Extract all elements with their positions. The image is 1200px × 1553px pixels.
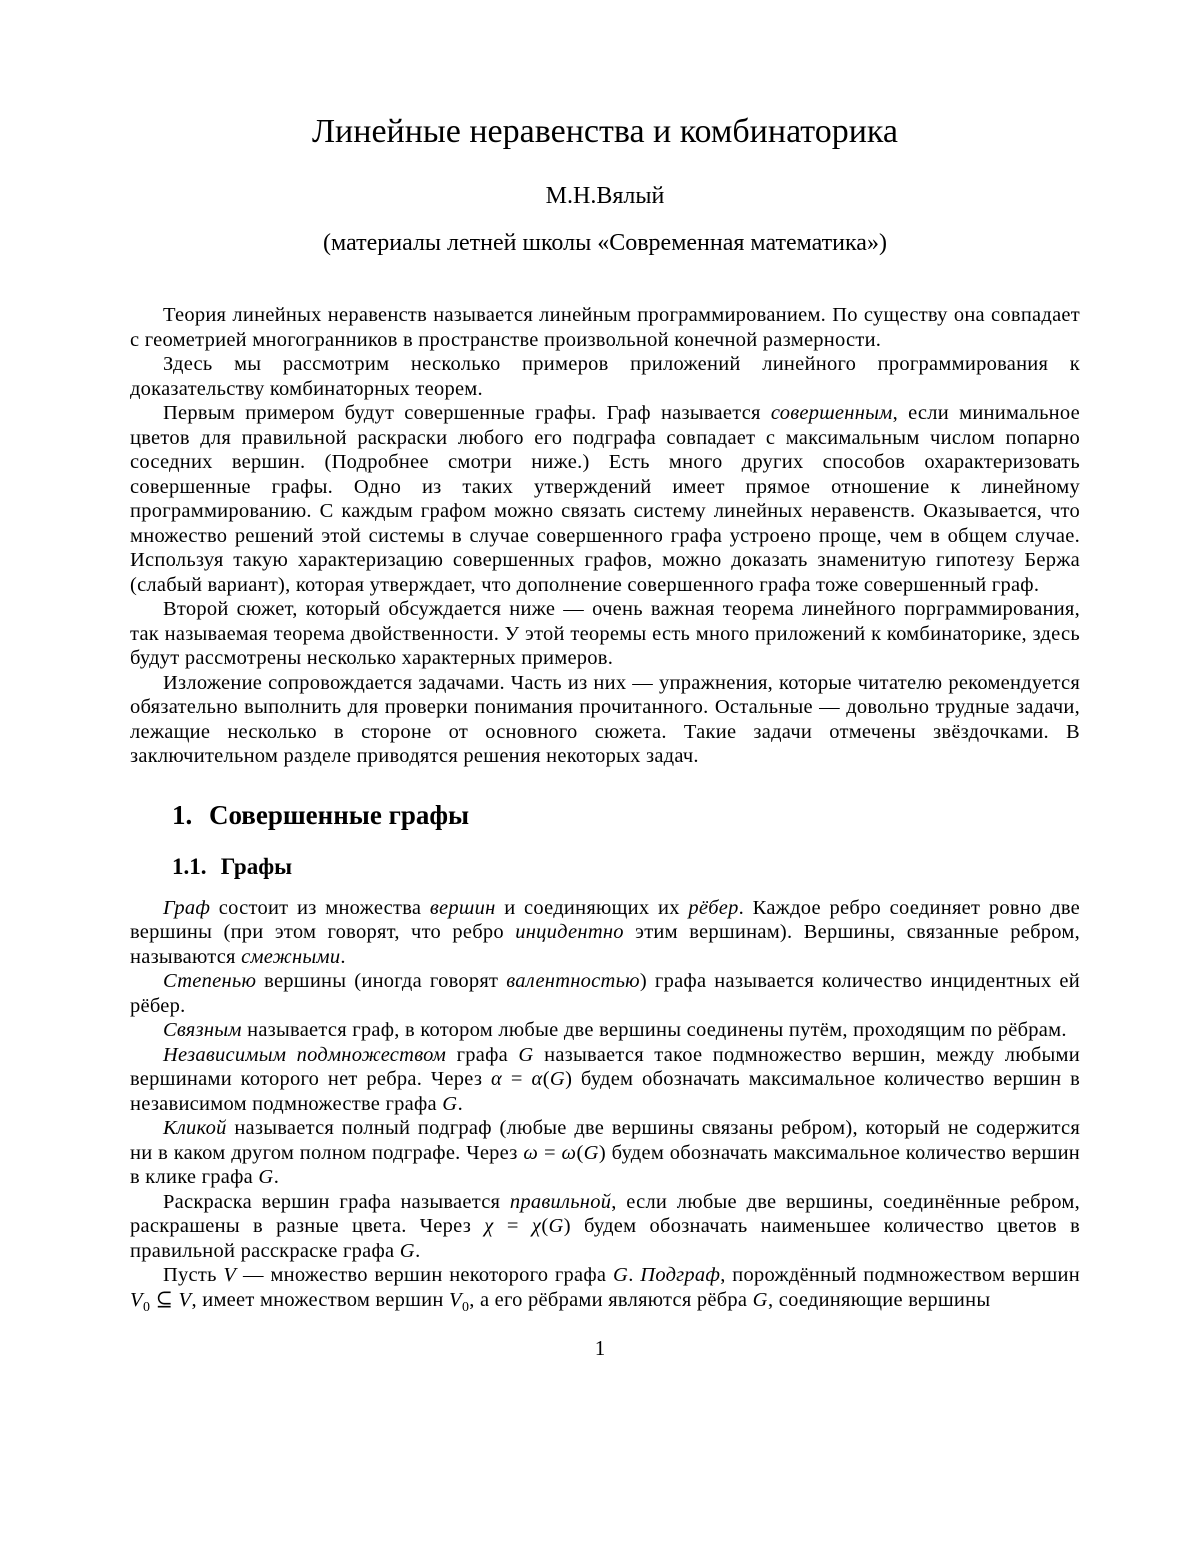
paragraph: Раскраска вершин графа называется правильной, если любые две вершины, соединённые ребром, раскрашены в разные цвета. Через χ = χ(G) будем обозначать наименьшее количество цветов в правильной расскраске графа G. [130,1190,1080,1262]
paragraph: Здесь мы рассмотрим несколько примеров приложений линейного программирования к доказательству комбинаторных теорем. [130,353,1080,400]
section-heading [172,801,1080,831]
paragraph: Кликой называется полный подграф (любые две вершины связаны ребром), который не содержится ни в каком другом полном подграфе. Через ω = ω(G) будем обозначать максимальное количество вершин в клике графа G. [130,1117,1081,1189]
paragraph: Независимым подмножеством графа G называется такое подмножество вершин, между любыми вершинами которого нет ребра. Через α = α(G) будем обозначать максимальное количество вершин в независимом подмножестве графа G. [130,1043,1081,1115]
intro-paragraphs [130,303,1080,769]
section-number: 1. [172,799,193,830]
paragraph: Степенью вершины (иногда говорят валентностью) графа называется количество инцидентных ей рёбер. [130,970,1080,1017]
paragraph: Изложение сопровождается задачами. Часть из них — упражнения, которые читателю рекомендуется обязательно выполнить для проверки понимания прочитанного. Остальные — довольно трудные задачи, лежащие несколько в стороне от основного сюжета. Такие задачи отмечены звёздочками. В заключительном разделе приводятся решения некоторых задач. [130,671,1080,768]
subsection-number: 1.1. [172,854,207,880]
subsection-title: Графы [220,854,293,880]
subsection-heading [172,854,1080,879]
section-paragraphs [130,896,1080,1313]
paragraph: Связным называется граф, в котором любые две вершины соединены путём, проходящим по рёбрам. [163,1019,1067,1042]
page-number: 1 [594,1336,606,1360]
subtitle-line: (материалы летней школы «Современная математика») [323,230,887,257]
paragraph: Граф состоит из множества вершин и соединяющих их рёбер. Каждое ребро соединяет ровно две вершины (при этом говорят, что ребро инцидентно этим вершинам). Вершины, связанные ребром, называются смежными. [130,896,1080,968]
document-title: Линейные неравенства и комбинаторика [312,113,898,150]
page-content [130,0,1081,1315]
paragraph: Теория линейных неравенств называется линейным программированием. По существу она совпадает с геометрией многогранников в пространстве произвольной конечной размерности. [130,304,1080,351]
paragraph: Второй сюжет, который обсуждается ниже — очень важная теорема линейного порграммирования, так называемая теорема двойственности. У этой теоремы есть много приложений к комбинаторике, здесь будут рассмотрены несколько характерных примеров. [130,598,1080,670]
author-line: М.Н.Вялый [545,183,665,210]
section-title: Совершенные графы [208,799,470,830]
paragraph: Пусть V — множество вершин некоторого графа G. Подграф, порождённый подмножеством вершин $V_0$ ⊆ V, имеет множеством вершин $V_0$, а его рёбрами являются рёбра G, соединяющие вершины [130,1264,1080,1315]
paragraph: Первым примером будут совершенные графы. Граф называется совершенным, если минимальное цветов для правильной раскраски любого его подграфа совпадает с максимальным числом попарно соседних вершин. (Подробнее смотри ниже.) Есть много других способов охарактеризовать совершенные графы. Одно из таких утверждений имеет прямое отношение к линейному программированию. С каждым графом можно связать систему линейных неравенств. Оказывается, что множество решений этой системы в случае совершенного графа устроено проще, чем в общем случае. Используя такую характеризацию совершенных графов, можно доказать знаменитую гипотезу Бержа (слабый вариант), которая утверждает, что дополнение совершенного графа тоже совершенный граф. [130,402,1080,596]
